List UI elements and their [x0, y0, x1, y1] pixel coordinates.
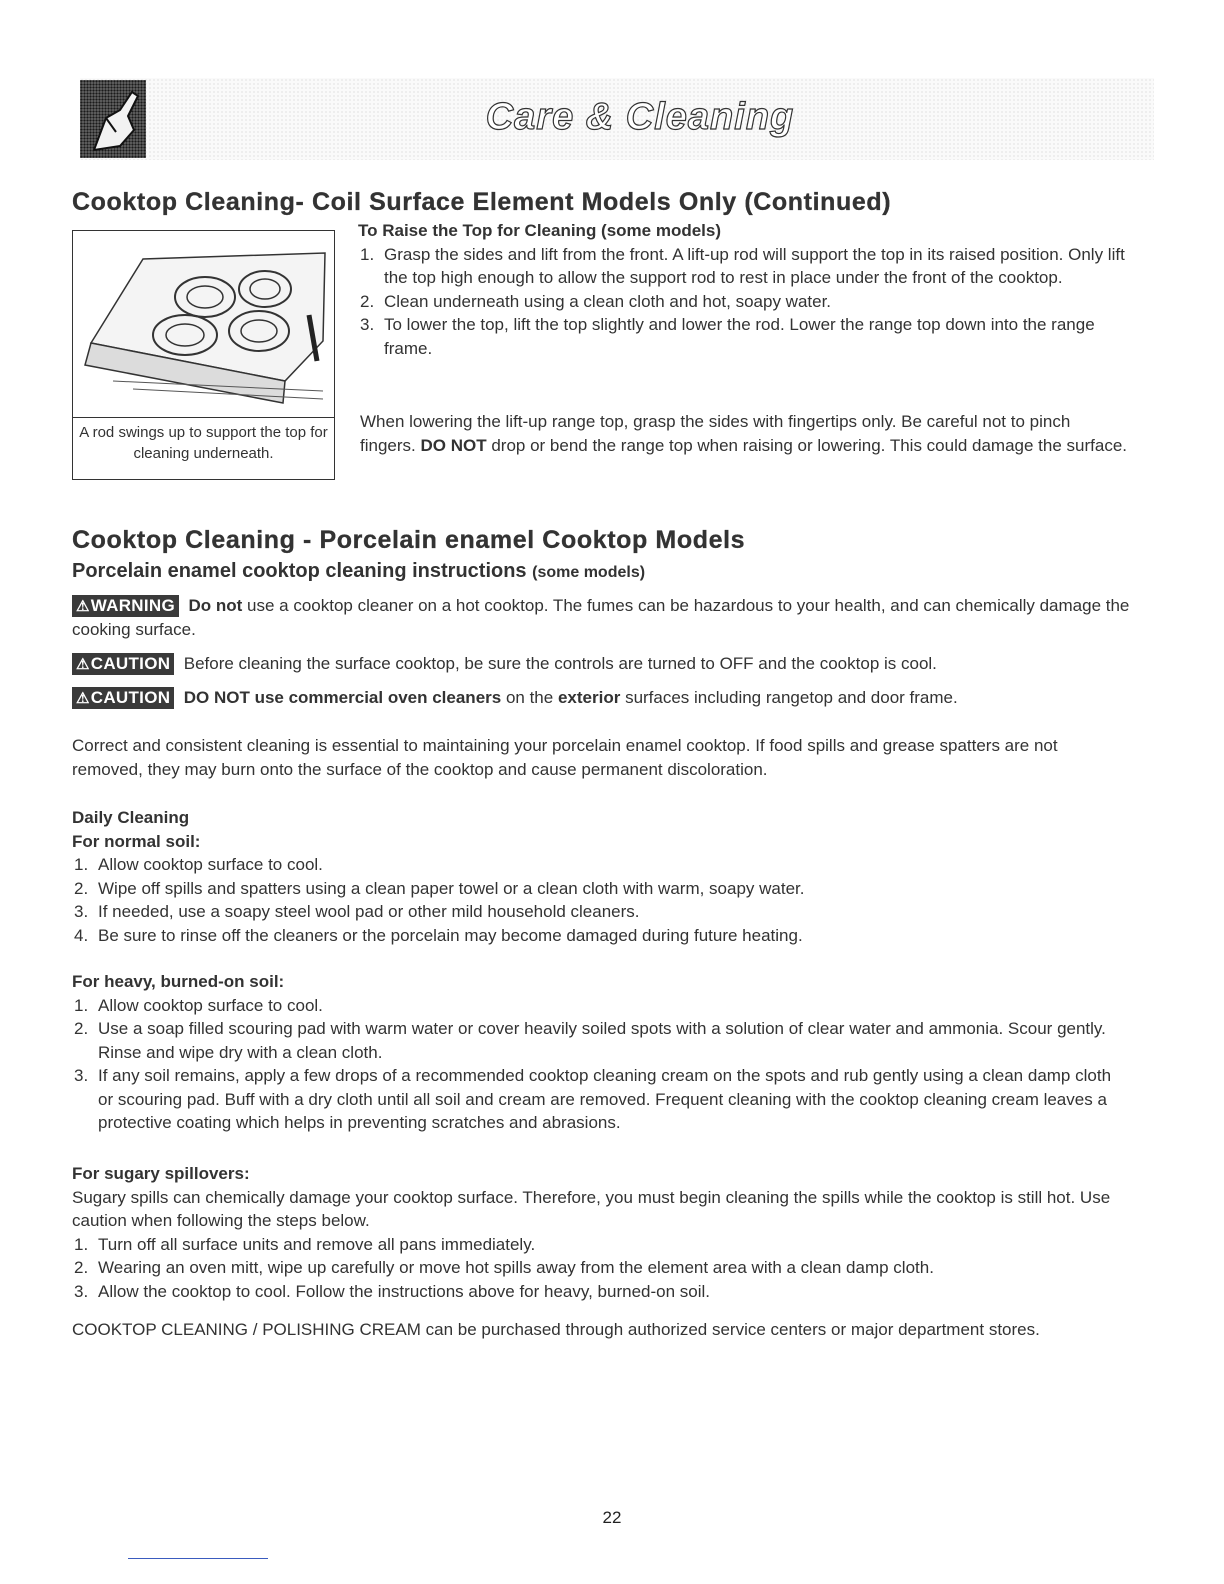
list-item: 3. If needed, use a soapy steel wool pad or other mild household cleaners.	[74, 902, 640, 921]
page-title: Care & Cleaning	[485, 96, 795, 138]
heavy-soil-heading: For heavy, burned-on soil:	[72, 972, 285, 991]
caution-badge: ⚠CAUTION	[72, 653, 174, 675]
footer-rule	[128, 1558, 268, 1559]
lowering-note: When lowering the lift-up range top, grasp the sides with fingertips only. Be careful not to pinch fingers. DO NOT drop or bend the range top when raising or lowering. This could damage the surface.	[360, 412, 1128, 455]
intro-paragraph: Correct and consistent cleaning is essential to maintaining your porcelain enamel cooktop. If food spills and grease spatters are not removed, they may burn onto the surface of the cooktop and cause permanent discoloration.	[72, 736, 1058, 779]
warning-triangle-icon: ⚠	[76, 690, 90, 707]
list-item: 1. Allow cooktop surface to cool.	[74, 855, 323, 874]
warning-badge: ⚠WARNING	[72, 595, 179, 617]
list-item: 3. Allow the cooktop to cool. Follow the instructions above for heavy, burned-on soil.	[74, 1281, 711, 1301]
list-item: 2. Clean underneath using a clean cloth and hot, soapy water.	[360, 291, 832, 311]
normal-soil-steps	[72, 853, 1130, 947]
warning-triangle-icon: ⚠	[76, 656, 90, 673]
caution-paragraph-2: ⚠CAUTION DO NOT use commercial oven cleaners on the exterior surfaces including rangetop and door frame.	[72, 686, 1130, 710]
caution-badge: ⚠CAUTION	[72, 687, 174, 709]
warning-triangle-icon: ⚠	[76, 598, 90, 615]
normal-soil-heading: For normal soil:	[72, 831, 201, 851]
section-title-coil: Cooktop Cleaning- Coil Surface Element Models Only (Continued)	[72, 188, 892, 216]
list-item: 2. Wipe off spills and spatters using a clean paper towel or a clean cloth with warm, soapy water.	[74, 878, 805, 898]
caution-paragraph-1: ⚠CAUTION Before cleaning the surface cooktop, be sure the controls are turned to OFF and the cooktop is cool.	[72, 652, 1130, 676]
list-item: 1. Turn off all surface units and remove all pans immediately.	[74, 1234, 536, 1254]
sugary-intro: Sugary spills can chemically damage your cooktop surface. Therefore, you must begin cleaning the spills while the cooktop is still hot. Use caution when following the steps below.	[72, 1187, 1111, 1230]
page-number: 22	[602, 1508, 622, 1527]
list-item: 1. Allow cooktop surface to cool.	[74, 995, 323, 1015]
polishing-cream-note: COOKTOP CLEANING / POLISHING CREAM can be purchased through authorized service centers or major department stores.	[72, 1320, 1040, 1339]
list-item: 4. Be sure to rinse off the cleaners or the porcelain may become damaged during future heating.	[74, 925, 803, 945]
section-title-porcelain: Cooktop Cleaning - Porcelain enamel Cooktop Models	[72, 526, 746, 554]
figure-lift-up-cooktop	[72, 230, 335, 480]
list-item: 2. Wearing an oven mitt, wipe up carefully or move hot spills away from the element area with a clean damp cloth.	[74, 1258, 934, 1277]
list-item: 3. To lower the top, lift the top slightly and lower the rod. Lower the range top down into the range frame.	[360, 315, 1095, 358]
list-item: 1. Grasp the sides and lift from the front. A lift-up rod will support the top in its raised position. Only lift the top high enough to allow the support rod to rest in place under the front of the cooktop.	[360, 244, 1125, 287]
warning-paragraph: ⚠WARNING Do not use a cooktop cleaner on a hot cooktop. The fumes can be hazardous to your health, and can chemically damage the cooking surface.	[72, 596, 1130, 639]
list-item: 2. Use a soap filled scouring pad with warm water or cover heavily soiled spots with a solution of clear water and ammonia. Scour gently. Rinse and wipe dry with a clean cloth.	[74, 1019, 1106, 1062]
porcelain-subtitle: Porcelain enamel cooktop cleaning instructions (some models)	[72, 560, 646, 582]
raise-top-heading: To Raise the Top for Cleaning (some models)	[358, 221, 722, 240]
figure-caption: A rod swings up to support the top for cleaning underneath.	[73, 417, 334, 464]
daily-cleaning-heading: Daily Cleaning	[72, 808, 190, 827]
heavy-soil-steps	[72, 994, 1130, 1135]
cooktop-illustration	[73, 231, 333, 417]
cleaning-hand-icon	[80, 80, 146, 158]
sugary-spillovers-heading: For sugary spillovers:	[72, 1164, 250, 1183]
sugary-steps	[72, 1233, 1130, 1304]
raise-top-steps	[358, 243, 1130, 361]
list-item: 3. If any soil remains, apply a few drops of a recommended cooktop cleaning cream on the spots and rub gently using a clean damp cloth or scouring pad. Buff with a dry cloth until all soil and cream are removed. Frequent cleaning with the cooktop cleaning cream leaves a protective coating which helps in preventing scratches and abrasions.	[74, 1066, 1112, 1132]
